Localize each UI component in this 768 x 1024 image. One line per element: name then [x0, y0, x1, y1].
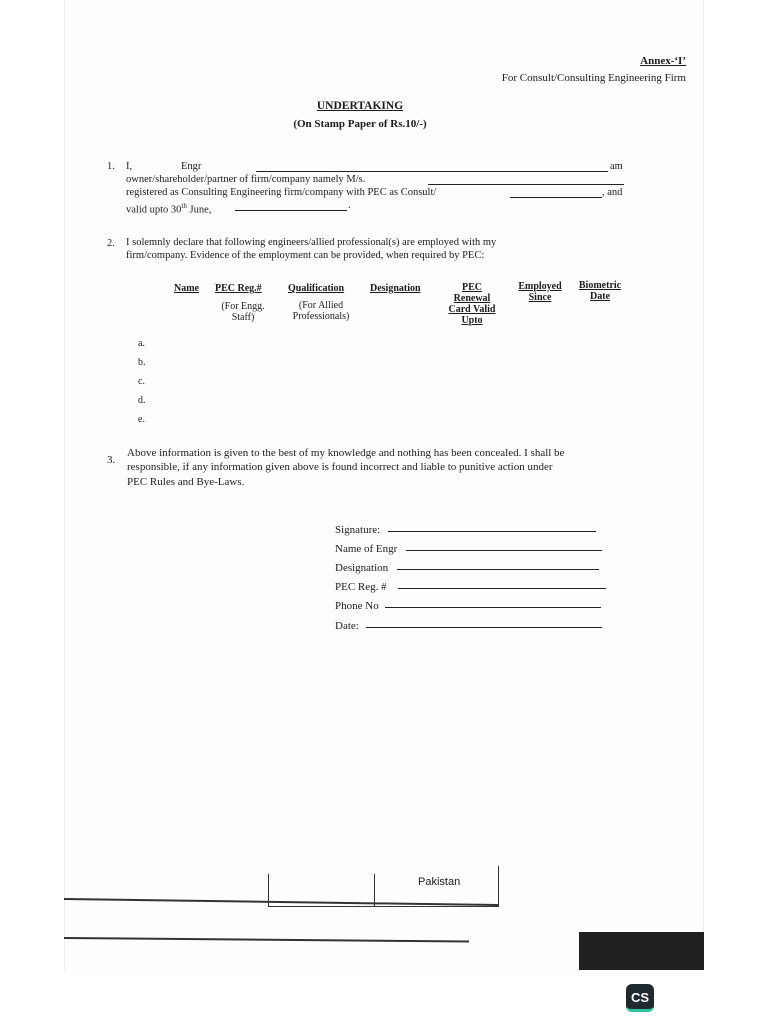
para3-line3: PEC Rules and Bye-Laws. — [127, 476, 245, 488]
para3-number: 3. — [107, 454, 116, 466]
para1-line3: registered as Consulting Engineering firm/company with PEC as Consult/ — [126, 187, 437, 198]
col-header-pec-reg: PEC Reg.# — [215, 283, 262, 294]
para2-line1: I solemnly declare that following engineers/allied professional(s) are employed with my — [126, 237, 497, 248]
firm-name-field[interactable] — [428, 174, 624, 185]
para1-line4: valid upto 30th June, — [126, 202, 212, 216]
table-row-label: d. — [138, 395, 146, 406]
valid-year-field[interactable] — [235, 200, 347, 211]
designation-field[interactable] — [397, 559, 599, 570]
col-header-name: Name — [174, 283, 199, 294]
para1-am: am — [610, 161, 623, 172]
name-of-engr-field[interactable] — [406, 540, 602, 551]
stamp-divider — [374, 874, 375, 906]
col-header-qualification: Qualification — [288, 283, 345, 294]
col-header-pec-card: PEC Renewal Card Valid Upto — [448, 282, 496, 326]
table-row-label: b. — [138, 357, 146, 368]
annex-label: Annex-‘I’ — [640, 55, 686, 67]
designation-label: Designation — [335, 562, 389, 574]
para1-and: , and — [602, 187, 623, 198]
col-header-employed-since: Employed Since — [518, 281, 562, 303]
consult-number-field[interactable] — [510, 187, 602, 198]
col-header-pec-reg-sub: (For Engg. Staff) — [221, 301, 265, 323]
table-row-label: e. — [138, 414, 145, 425]
date-field[interactable] — [366, 617, 602, 628]
document-title: UNDERTAKING — [316, 100, 404, 112]
para2-number: 2. — [107, 238, 115, 249]
col-header-biometric-date: Biometric Date — [578, 280, 622, 302]
firm-type-label: For Consult/Consulting Engineering Firm — [501, 72, 686, 84]
phone-field[interactable] — [385, 597, 601, 608]
document-subtitle: (On Stamp Paper of Rs.10/-) — [293, 118, 427, 130]
phone-label: Phone No — [335, 600, 379, 612]
para1-engr: Engr — [181, 161, 202, 172]
para1-i: I, — [126, 161, 133, 172]
date-label: Date: — [335, 620, 359, 632]
signature-field[interactable] — [388, 521, 596, 532]
name-of-engr-label: Name of Engr — [335, 543, 398, 555]
signature-label: Signature: — [335, 524, 381, 536]
para1-line2: owner/shareholder/partner of firm/company namely M/s. — [126, 174, 366, 185]
para2-line2: firm/company. Evidence of the employment can be provided, when required by PEC: — [126, 250, 485, 261]
table-row-label: a. — [138, 338, 145, 349]
col-header-qualification-sub: (For Allied Professionals) — [292, 300, 350, 322]
para1-period: . — [348, 200, 351, 211]
col-header-designation: Designation — [370, 283, 421, 294]
pec-reg-label: PEC Reg. # — [335, 581, 387, 593]
table-row-label: c. — [138, 376, 145, 387]
para1-number: 1. — [107, 161, 115, 172]
engr-name-field[interactable] — [256, 161, 608, 172]
camscanner-logo-icon: CS — [626, 984, 654, 1012]
scan-shadow — [579, 932, 704, 970]
para3-line1: Above information is given to the best of my knowledge and nothing has been concealed. I shall be — [127, 447, 565, 459]
pec-reg-field[interactable] — [398, 578, 606, 589]
stamp-country-text: Pakistan — [418, 876, 461, 888]
para3-line2: responsible, if any information given above is found incorrect and liable to punitive action under — [127, 461, 553, 473]
